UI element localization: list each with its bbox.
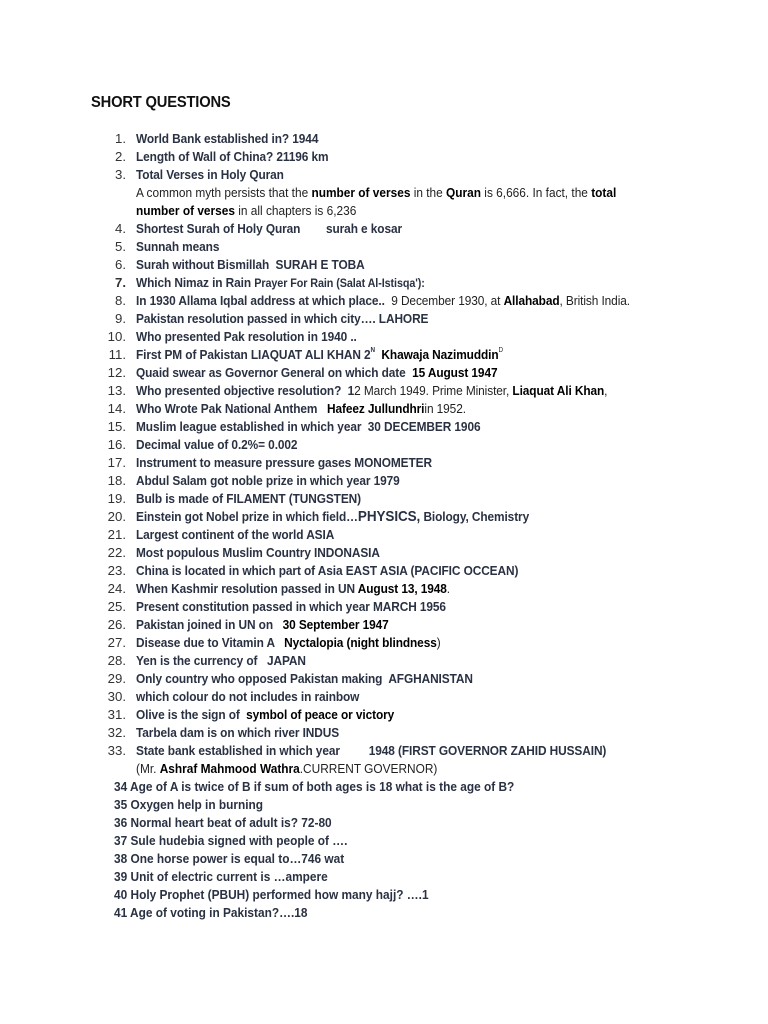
item-number: 28. — [107, 653, 126, 668]
item-text: Abdul Salam got noble prize in which year 1979 — [136, 473, 400, 488]
item-text: Sunnah means — [136, 239, 220, 254]
item-number: 7. — [115, 275, 126, 290]
list-item — [0, 670, 768, 688]
item-text: Pakistan resolution passed in which city…. LAHORE — [136, 311, 429, 326]
item-number: 22. — [107, 545, 126, 560]
item-text: Present constitution passed in which year MARCH 1956 — [136, 599, 446, 614]
list-item — [0, 418, 768, 436]
list-item — [0, 382, 768, 400]
list-item — [0, 508, 768, 526]
item-number: 11. — [108, 347, 126, 362]
item-text: Only country who opposed Pakistan making AFGHANISTAN — [136, 671, 473, 686]
item-number: 6. — [115, 257, 126, 272]
item-text: When Kashmir resolution passed in UN August 13, 1948. — [136, 581, 451, 596]
item-number: 10. — [107, 329, 126, 344]
item-text: Instrument to measure pressure gases MONOMETER — [136, 455, 432, 470]
list-item — [0, 814, 768, 832]
item-text: 38 One horse power is equal to…746 wat — [114, 851, 345, 866]
item-number: 12. — [107, 365, 126, 380]
item-number: 14. — [107, 401, 126, 416]
list-item — [0, 544, 768, 562]
item-number: 32. — [107, 725, 126, 740]
item-text: China is located in which part of Asia EAST ASIA (PACIFIC OCCEAN) — [136, 563, 519, 578]
item-text: State bank established in which year 1948 (FIRST GOVERNOR ZAHID HUSSAIN) — [136, 743, 607, 758]
item-number: 25. — [107, 599, 126, 614]
item-text: Disease due to Vitamin A Nyctalopia (night blindness) — [136, 635, 441, 650]
item-number: 27. — [107, 635, 126, 650]
item-number: 19. — [107, 491, 126, 506]
list-item — [0, 130, 768, 148]
item-number: 3. — [115, 167, 126, 182]
list-item — [0, 850, 768, 868]
item-text: number of verses in all chapters is 6,236 — [136, 203, 357, 218]
list-item — [0, 706, 768, 724]
item-text: Muslim league established in which year 30 DECEMBER 1906 — [136, 419, 481, 434]
item-text: which colour do not includes in rainbow — [136, 689, 360, 704]
item-text: 39 Unit of electric current is …ampere — [114, 869, 328, 884]
list-item — [0, 580, 768, 598]
list-item — [0, 742, 768, 760]
item-text: Shortest Surah of Holy Quran surah e kosar — [136, 221, 403, 236]
list-item — [0, 328, 768, 346]
item-number: 17. — [107, 455, 126, 470]
list-item — [0, 598, 768, 616]
item-text: Bulb is made of FILAMENT (TUNGSTEN) — [136, 491, 361, 506]
item-number: 33. — [107, 743, 126, 758]
list-item — [0, 310, 768, 328]
item-text: Who Wrote Pak National Anthem Hafeez Jullundhriin 1952. — [136, 401, 466, 416]
item-text: Largest continent of the world ASIA — [136, 527, 335, 542]
item-number: 15. — [107, 419, 126, 434]
item-text: Decimal value of 0.2%= 0.002 — [136, 437, 298, 452]
list-item — [0, 292, 768, 310]
item-text: 35 Oxygen help in burning — [114, 797, 264, 812]
list-item-continuation — [0, 760, 768, 778]
item-text: 37 Sule hudebia signed with people of …. — [114, 833, 348, 848]
item-number: 13. — [107, 383, 126, 398]
list-item — [0, 778, 768, 796]
list-item-continuation — [0, 184, 768, 202]
list-item — [0, 796, 768, 814]
list-item — [0, 724, 768, 742]
item-number: 16. — [107, 437, 126, 452]
item-text: Yen is the currency of JAPAN — [136, 653, 306, 668]
list-item — [0, 634, 768, 652]
list-item — [0, 454, 768, 472]
item-text: In 1930 Allama Iqbal address at which place.. 9 December 1930, at Allahabad, British India. — [136, 293, 630, 308]
item-text: Tarbela dam is on which river INDUS — [136, 725, 340, 740]
item-number: 30. — [107, 689, 126, 704]
item-text: Surah without Bismillah SURAH E TOBA — [136, 257, 365, 272]
item-text: 34 Age of A is twice of B if sum of both ages is 18 what is the age of B? — [114, 779, 515, 794]
item-text: Pakistan joined in UN on 30 September 1947 — [136, 617, 389, 632]
item-text: 40 Holy Prophet (PBUH) performed how many hajj? ….1 — [114, 887, 429, 902]
item-text: Which Nimaz in Rain Prayer For Rain (Salat Al-Istisqa'): — [136, 275, 425, 290]
item-text: First PM of Pakistan LIAQUAT ALI KHAN $2^N$ Khawaja Nazimuddin$^D$ — [136, 347, 504, 362]
list-item — [0, 436, 768, 454]
list-item — [0, 472, 768, 490]
page-title: SHORT QUESTIONS — [91, 94, 231, 111]
item-number: 21. — [107, 527, 126, 542]
list-item — [0, 526, 768, 544]
list-item — [0, 238, 768, 256]
item-number: 2. — [115, 149, 126, 164]
list-item — [0, 616, 768, 634]
list-item — [0, 274, 768, 292]
item-text: A common myth persists that the number of verses in the Quran is 6,666. In fact, the total — [136, 185, 617, 200]
item-number: 8. — [115, 293, 126, 308]
question-list — [0, 130, 768, 922]
item-text: (Mr. Ashraf Mahmood Wathra.CURRENT GOVERNOR) — [136, 761, 438, 776]
item-number: 26. — [107, 617, 126, 632]
list-item — [0, 832, 768, 850]
item-number: 24. — [107, 581, 126, 596]
list-item — [0, 148, 768, 166]
item-number: 23. — [107, 563, 126, 578]
item-number: 29. — [107, 671, 126, 686]
list-item — [0, 886, 768, 904]
item-text: Who presented objective resolution? 12 March 1949. Prime Minister, Liaquat Ali Khan, — [136, 383, 608, 398]
item-text: Olive is the sign of symbol of peace or victory — [136, 707, 395, 722]
list-item — [0, 868, 768, 886]
item-text: World Bank established in? 1944 — [136, 131, 319, 146]
list-item — [0, 364, 768, 382]
item-text: 41 Age of voting in Pakistan?….18 — [114, 905, 308, 920]
item-text: Most populous Muslim Country INDONASIA — [136, 545, 380, 560]
item-number: 4. — [115, 221, 126, 236]
list-item — [0, 400, 768, 418]
list-item — [0, 166, 768, 184]
item-text: 36 Normal heart beat of adult is? 72-80 — [114, 815, 332, 830]
list-item — [0, 562, 768, 580]
item-text: Total Verses in Holy Quran — [136, 167, 284, 182]
item-number: 1. — [115, 131, 126, 146]
item-number: 5. — [115, 239, 126, 254]
list-item — [0, 904, 768, 922]
list-item-continuation — [0, 202, 768, 220]
list-item — [0, 688, 768, 706]
item-text: Quaid swear as Governor General on which date 15 August 1947 — [136, 365, 498, 380]
item-number: 9. — [115, 311, 126, 326]
item-text: Length of Wall of China? 21196 km — [136, 149, 329, 164]
list-item — [0, 652, 768, 670]
item-number: 18. — [107, 473, 126, 488]
item-number: 31. — [107, 707, 126, 722]
item-text: Einstein got Nobel prize in which field…PHYSICS, Biology, Chemistry — [136, 508, 530, 525]
list-item — [0, 490, 768, 508]
list-item — [0, 256, 768, 274]
list-item — [0, 346, 768, 364]
list-item — [0, 220, 768, 238]
item-text: Who presented Pak resolution in 1940 .. — [136, 329, 357, 344]
item-number: 20. — [107, 509, 126, 524]
